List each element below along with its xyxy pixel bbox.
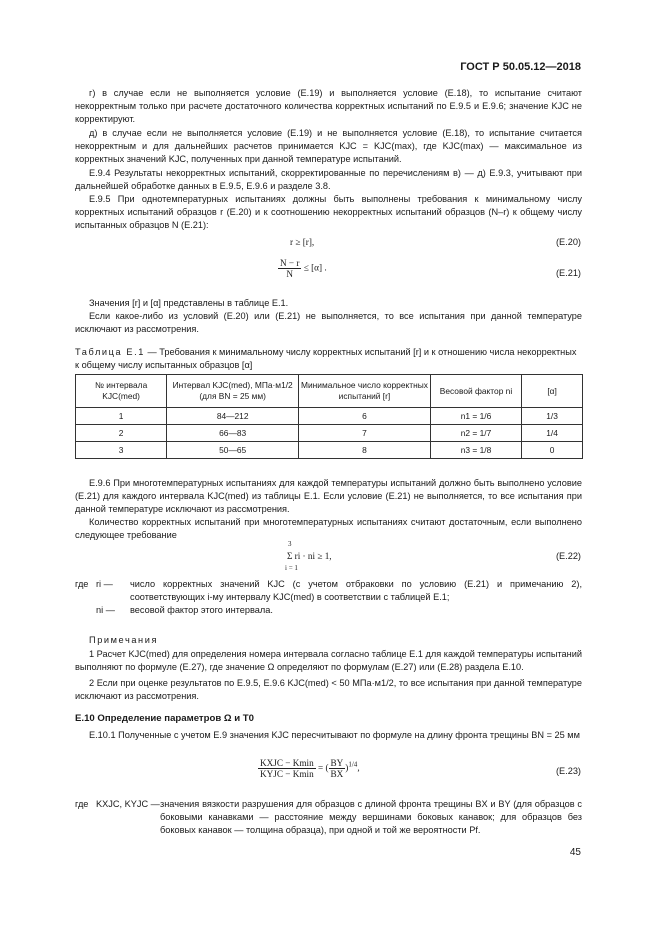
fraction-numerator: BY <box>330 758 344 768</box>
equation-e22: Σ ri · ni ≥ 1, <box>287 551 332 561</box>
table-cell: 2 <box>76 425 167 442</box>
paragraph-g: г) в случае если не выполняется условие (Е.19) и выполняется условие (Е.18), то испытание считают некорректным только при расчете достаточного количества корректных испытаний по Е.9.5 и Е.9.6; значение KJC не корректируют. <box>75 88 582 125</box>
document-header: ГОСТ Р 50.05.12—2018 <box>460 61 581 73</box>
table-cell: 3 <box>76 442 167 459</box>
def-symbol-kjc: KXJC, KYJC — <box>96 799 160 809</box>
table-cell: 8 <box>299 442 431 459</box>
paragraph-d: д) в случае если не выполняется условие (Е.19) и не выполняется условие (Е.18), то испытание считается некорректным и для дальнейших расчетов принимается KJC = KJC(max), где KJC(max) — максимальное из корректных значений KJC, полученных при данной температуре испытаний. <box>75 128 582 165</box>
table-cell: 1 <box>76 408 167 425</box>
table-cell: 1/4 <box>522 425 583 442</box>
table-cell: n3 = 1/8 <box>430 442 521 459</box>
def-text-ri: число корректных значений KJC (с учетом отбраковки по условию (Е.21) и примечанию 2), соответствующих i-му интервалу KJC(med) в соответствии с таблицей Е.1; <box>130 579 582 603</box>
fraction-denominator: BX <box>330 769 344 779</box>
where-label: где <box>75 799 89 809</box>
equation-e21 <box>278 258 327 279</box>
table-cell: 1/3 <box>522 408 583 425</box>
equation-e23: $\frac{\text{KXJC − Kmin}}{\text{KYJC − Kmin}}$ = ( $\frac{BY}{BX}$ )$^{1/4}$, <box>260 758 360 779</box>
table-cell: 50—65 <box>167 442 299 459</box>
table-caption-text: — Требования к минимальному числу корректных испытаний [r] и к отношению числа некорректных к общему числу испытанных образцов [α] <box>75 347 577 371</box>
table-header-cell: № интервала KJC(med) <box>76 375 167 408</box>
def-symbol-ri: ri — <box>96 579 113 589</box>
requirements-table <box>75 374 583 459</box>
exponent: 1/4 <box>348 760 358 769</box>
table-row <box>76 425 583 442</box>
equation-number-e20: (Е.20) <box>555 237 581 247</box>
sum-upper-limit: 3 <box>288 540 292 548</box>
def-text-ni: весовой фактор этого интервала. <box>130 605 273 615</box>
table-header-cell: Минимальное число корректных испытаний [r] <box>299 375 431 408</box>
note-2: 2 Если при оценке результатов по Е.9.5, Е.9.6 KJC(med) < 50 МПа·м1/2, то все испытания при данной температуре исключают из рассмотрения. <box>75 678 582 702</box>
table-row <box>76 408 583 425</box>
fraction <box>258 758 316 779</box>
table-cell: 7 <box>299 425 431 442</box>
table-cell: 0 <box>522 442 583 459</box>
fraction-denominator: KYJC − Kmin <box>260 769 314 779</box>
equation-number-e22: (Е.22) <box>555 551 581 561</box>
table-cell: n1 = 1/6 <box>430 408 521 425</box>
equals-sign: = <box>317 762 324 773</box>
equation-number-e23: (Е.23) <box>555 766 581 776</box>
where-label: где <box>75 579 89 589</box>
page-number: 45 <box>569 847 581 858</box>
fraction <box>278 258 301 279</box>
def-symbol-ni: ni — <box>96 605 115 615</box>
paragraph-e-9-4: Е.9.4 Результаты некорректных испытаний, скорректированные по перечислениям в) — д) Е.9.3, учитывают при дальнейшей обработке данных в Е.9.5, Е.9.6 и разделе 3.8. <box>75 168 582 192</box>
table-header-cell: Интервал KJC(med), МПа·м1/2 (для BN = 25 мм) <box>167 375 299 408</box>
paragraph-sufficient: Количество корректных испытаний при многотемпературных испытаниях считают достаточным, если выполнено следующее требование <box>75 517 582 541</box>
table-cell: n2 = 1/7 <box>430 425 521 442</box>
fraction <box>329 758 349 779</box>
fraction-numerator: N − r <box>280 258 300 268</box>
table-caption <box>75 346 583 372</box>
table-row <box>76 442 583 459</box>
paragraph-values: Значения [r] и [α] представлены в таблице Е.1. <box>89 298 289 308</box>
equation-e21-rest: ≤ [α] . <box>303 262 327 273</box>
table-cell: 66—83 <box>167 425 299 442</box>
paragraph-exclusion: Если какое-либо из условий (Е.20) или (Е.21) не выполняется, то все испытания при данной температуре исключают из рассмотрения. <box>75 311 582 335</box>
note-1: 1 Расчет KJC(med) для определения номера интервала согласно таблице Е.1 для каждой температуры испытаний выполняют по формуле (Е.27), где значение Ω определяют по формулам (Е.27) или (Е.28) раздела Е.10. <box>75 649 582 673</box>
section-heading: Е.10 Определение параметров Ω и T0 <box>75 713 255 724</box>
def-text-kjc: значения вязкости разрушения для образцов с длиной фронта трещины BX и BY (для образцов с боковыми канавками — расстояние между вершинами боковых канавок; для образцов без боковых канавок — толщина образца), при одной и той же вероятности Pf. <box>160 799 582 836</box>
table-header-cell: Весовой фактор ni <box>430 375 521 408</box>
paren-open: ( <box>325 762 329 773</box>
paren-close: ) <box>345 762 349 773</box>
fraction-denominator: N <box>286 269 294 279</box>
table-header-row <box>76 375 583 408</box>
equation-e20: r ≥ [r], <box>290 237 315 247</box>
table-cell: 84—212 <box>167 408 299 425</box>
fraction-numerator: KXJC − Kmin <box>260 758 314 768</box>
paragraph-e-9-5: Е.9.5 При однотемпературных испытаниях должны быть выполнены требования к минимальному числу корректных испытаний образцов r (Е.20) и к соотношению некорректных испытаний образцов (N–r) к общему числу испытанных образцов N (Е.21): <box>75 194 582 231</box>
notes-title: Примечания <box>89 635 159 645</box>
sum-lower-limit: i = 1 <box>285 564 298 572</box>
paragraph-e-10-1: Е.10.1 Полученные с учетом Е.9 значения KJC пересчитывают по формуле на длину фронта трещины BN = 25 мм <box>89 730 580 740</box>
paragraph-e-9-6: Е.9.6 При многотемпературных испытаниях для каждой температуры испытаний должно быть выполнено условие (Е.21) для каждого интервала KJC(med) из таблицы Е.1. Если условие (Е.21) не выполняется, то все испытания при данной температуре исключают из рассмотрения. <box>75 478 582 515</box>
table-header-cell: [α] <box>522 375 583 408</box>
table-cell: 6 <box>299 408 431 425</box>
equation-number-e21: (Е.21) <box>555 268 581 278</box>
table-caption-label: Таблица Е.1 <box>75 347 145 357</box>
